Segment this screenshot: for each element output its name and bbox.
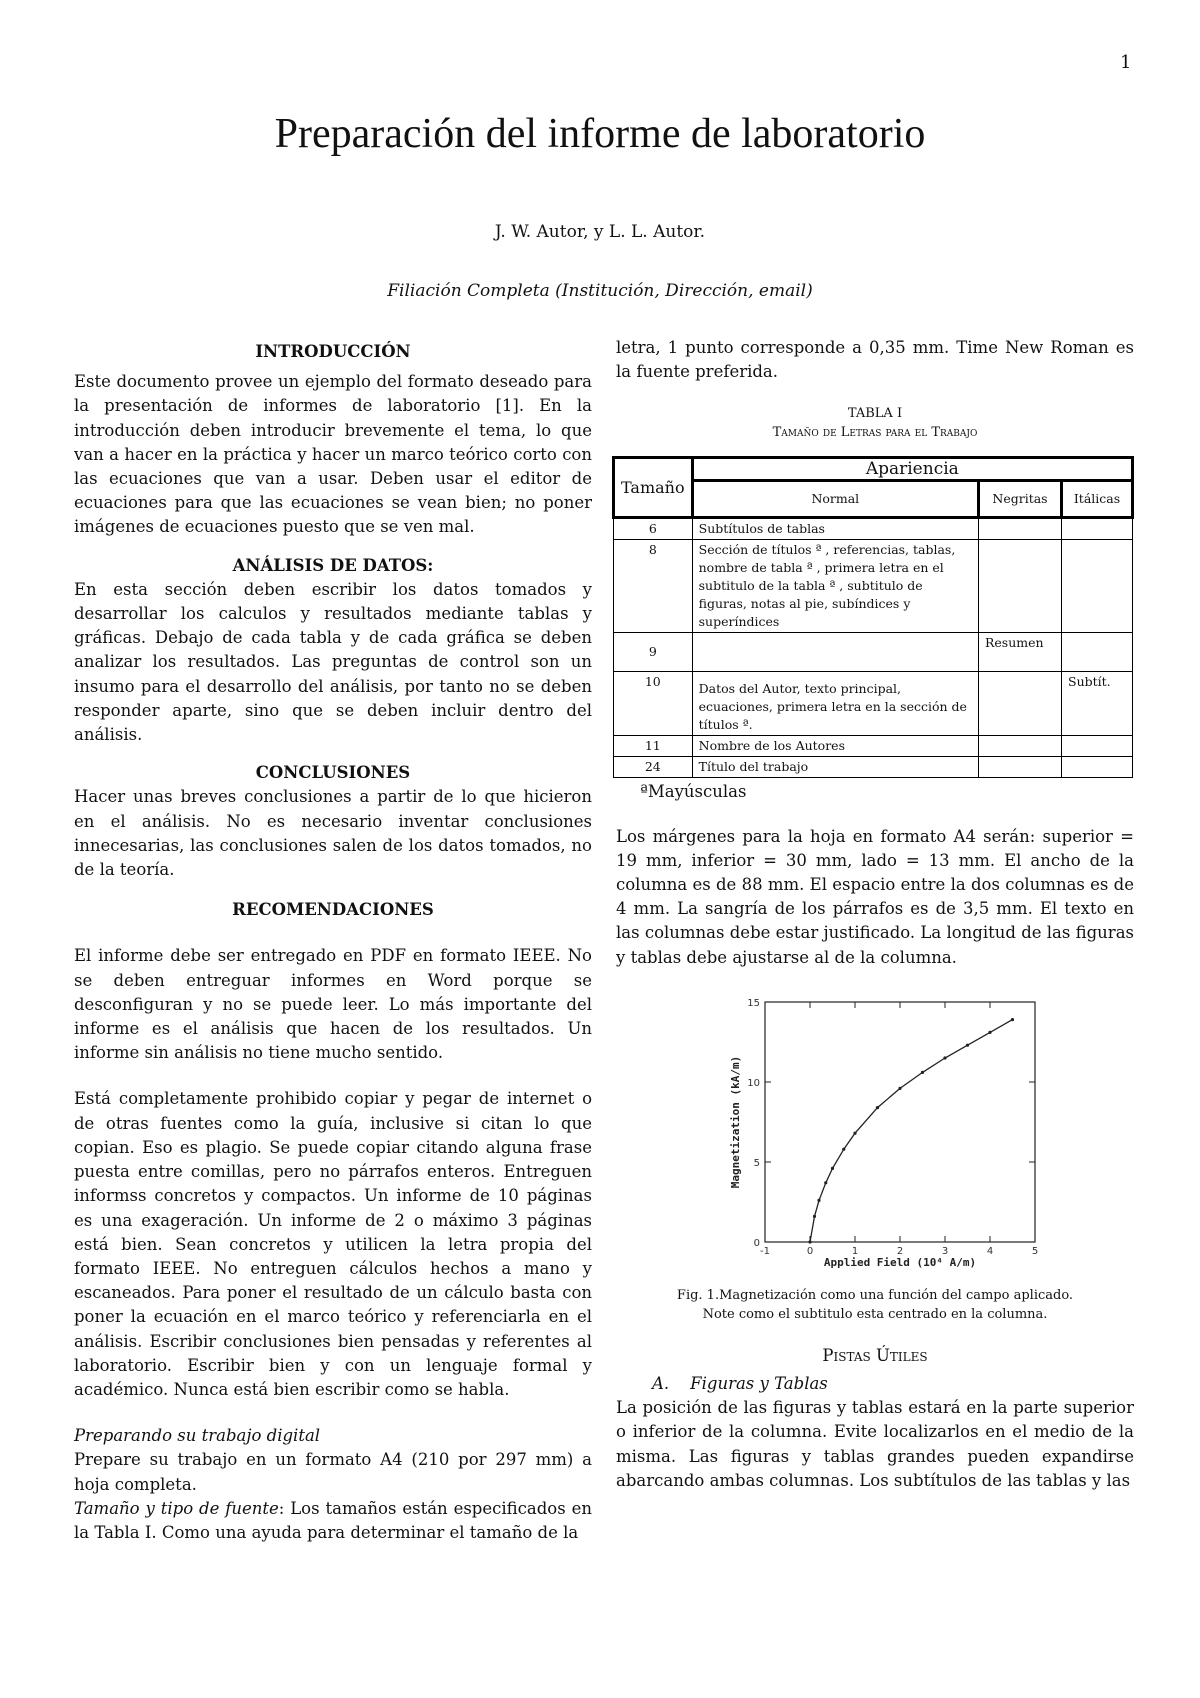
- page-number: 1: [1120, 52, 1132, 73]
- table-cell-bold: [979, 757, 1062, 778]
- figure-caption-2: Note como el subtitulo esta centrado en la columna.: [702, 1306, 1048, 1322]
- analysis-heading: ANÁLISIS DE DATOS:: [232, 555, 434, 575]
- affiliation: Filiación Completa (Institución, Dirección, email): [387, 281, 813, 301]
- table-header-italic: Itálicas: [1062, 481, 1133, 518]
- table-label: TABLA I: [847, 406, 903, 422]
- font-size-table: [612, 456, 1134, 778]
- x-axis-label: Applied Field (10⁴ A/m): [823, 1255, 977, 1269]
- data-point: [842, 1147, 845, 1150]
- y-axis-label: Magnetization (kA/m): [729, 1055, 742, 1189]
- x-tick-label: 1: [851, 1245, 859, 1257]
- subsection-a-letter: A.: [652, 1374, 670, 1394]
- data-point: [853, 1131, 856, 1134]
- digital-text: Prepare su trabajo en un formato A4 (210 por 297 mm) a hoja completa.: [74, 1450, 592, 1494]
- recommendations-heading: RECOMENDACIONES: [232, 900, 434, 920]
- magnetization-curve: [810, 1019, 1013, 1241]
- table-cell-italic: [1062, 633, 1133, 672]
- table-cell-normal: Nombre de los Autores: [692, 736, 978, 757]
- table-row: [614, 633, 1133, 672]
- table-cell-bold: [979, 518, 1062, 540]
- subsection-a: [652, 1372, 1134, 1396]
- data-point: [966, 1043, 969, 1046]
- table-cell-italic: [1062, 736, 1133, 757]
- digital-heading: Preparando su trabajo digital: [74, 1426, 321, 1446]
- table-cell-normal: Título del trabajo: [692, 757, 978, 778]
- magnetization-chart: [695, 992, 1055, 1282]
- conclusions-heading: CONCLUSIONES: [255, 763, 411, 783]
- y-tick-label: 5: [753, 1157, 760, 1169]
- y-tick-label: 0: [753, 1237, 760, 1249]
- font-text: : Los tamaños están especificados en la Tabla I. Como una ayuda para determinar el tamaño de la: [74, 1498, 592, 1542]
- intro-text: Este documento provee un ejemplo del formato deseado para la presentación de informes de laboratorio [1]. En la introducción deben introducir brevemente el tema, lo que van a hacer en la práctica y hacer un marco teórico corto con las ecuaciones que van a usar. Deben usar el editor de ecuaciones para que las ecuaciones se vean bien; no poner imágenes de ecuaciones puesto que se ven mal.: [74, 372, 592, 537]
- margins-text: Los márgenes para la hoja en formato A4 serán: superior = 19 mm, inferior = 30 mm, lado = 13 mm. El ancho de la columna es de 88 mm. El espacio entre la dos columnas es de 4 mm. La sangría de los párrafos es de 3,5 mm. El texto en las columnas debe estar justificado. La longitud de las figuras y tablas debe ajustarse al de la columna.: [616, 826, 1134, 967]
- table-cell-bold: [979, 672, 1062, 736]
- data-point: [813, 1215, 816, 1218]
- chart-frame: [765, 1002, 1035, 1242]
- table-cell-normal: Subtítulos de tablas: [692, 518, 978, 540]
- y-tick-label: 15: [747, 997, 760, 1009]
- x-tick-label: 2: [896, 1245, 904, 1257]
- table-cell-normal: Sección de títulos ª , referencias, tablas, nombre de tabla ª , primera letra en el subtitulo de la tabla ª , subtitulo de figuras, notas al pie, subíndices y superíndices: [692, 540, 978, 633]
- table-cell-size: 6: [614, 518, 693, 540]
- table-cell-italic: Subtít.: [1062, 672, 1133, 736]
- table-cell-size: 24: [614, 757, 693, 778]
- figure-caption-1: Fig. 1.Magnetización como una función del campo aplicado.: [676, 1287, 1074, 1303]
- table-row: [614, 540, 1133, 633]
- table-cell-size: 9: [614, 633, 693, 672]
- authors: J. W. Autor, y L. L. Autor.: [494, 222, 706, 242]
- table-header-size: Tamaño: [614, 458, 693, 518]
- table-row: [614, 518, 1133, 540]
- data-point: [921, 1071, 924, 1074]
- table-cell-size: 11: [614, 736, 693, 757]
- font-label: Tamaño y tipo de fuente: [74, 1498, 279, 1518]
- table-cell-bold: [979, 540, 1062, 633]
- table-cell-size: 8: [614, 540, 693, 633]
- data-point: [898, 1087, 901, 1090]
- data-point: [831, 1167, 834, 1170]
- table-cell-bold: [979, 736, 1062, 757]
- recommendations-paragraph-1: El informe debe ser entregado en PDF en formato IEEE. No se deben entreguar informes en Word porque se desconfiguran y no se puede leer. Lo más importante del informe es el análisis que hacen de los resultados. Un informe sin análisis no tiene mucho sentido.: [74, 946, 592, 1063]
- right-column: [616, 336, 1134, 1493]
- table-cell-size: 10: [614, 672, 693, 736]
- intro-heading: INTRODUCCIÓN: [255, 342, 411, 361]
- analysis-text: En esta sección deben escribir los datos tomados y desarrollar los calculos y resultados mediante tablas y gráficas. Debajo de cada tabla y de cada gráfica se deben analizar los resultados. Las preguntas de control son un insumo para el desarrollo del análisis, por tanto no se deben responder aparte, sino que se deben incluir dentro del análisis.: [74, 579, 592, 745]
- table-cell-normal: [692, 633, 978, 672]
- data-point: [817, 1199, 820, 1202]
- table-cell-italic: [1062, 518, 1133, 540]
- table-cell-bold: Resumen: [979, 633, 1062, 672]
- recommendations-paragraph-2: Está completamente prohibido copiar y pegar de internet o de otras fuentes como la guía, inclusive si citan lo que copian. Eso es plagio. Se puede copiar citando alguna frase puesta entre comillas, pero no párrafos enteros. Entreguen informss concretos y compactos. Un informe de 10 páginas es una exageración. Un informe de 2 o máximo 3 páginas está bien. Sean concretos y utilicen la letra propia del formato IEEE. No entreguen cálculos hechos a mano y escaneados. Para poner el resultado de un cálculo basta con poner la ecuación en el marco teórico y referenciarla en el análisis. Escribir conclusiones bien pensadas y referentes al laboratorio. Escribir bien y con un lenguaje formal y académico. Nunca está bien escribir como se habla.: [74, 1089, 592, 1399]
- tips-heading: Pistas Útiles: [822, 1345, 928, 1365]
- data-point: [824, 1181, 827, 1184]
- figures-text: La posición de las figuras y tablas estará en la parte superior o inferior de la columna. Evite localizarlos en el medio de la misma. Las figuras y tablas grandes pueden expandirse abarcando ambas columnas. Los subtítulos de las tablas y las: [616, 1398, 1134, 1490]
- data-point: [808, 1240, 811, 1243]
- left-column: [74, 340, 592, 1545]
- x-tick-label: 0: [806, 1245, 814, 1257]
- table-row: [614, 736, 1133, 757]
- table-cell-normal: Datos del Autor, texto principal, ecuaciones, primera letra en la sección de títulos ª.: [692, 672, 978, 736]
- data-point: [1011, 1018, 1014, 1021]
- table-row: [614, 672, 1133, 736]
- x-tick-label: 3: [941, 1245, 949, 1257]
- table-header-bold: Negritas: [979, 481, 1062, 518]
- table-row: [614, 757, 1133, 778]
- x-tick-label: 4: [986, 1245, 994, 1257]
- data-point: [876, 1106, 879, 1109]
- table-header-appearance: Apariencia: [692, 458, 1132, 481]
- data-point: [988, 1031, 991, 1034]
- continuation-text: letra, 1 punto corresponde a 0,35 mm. Time New Roman es la fuente preferida.: [616, 338, 1134, 382]
- x-tick-label: 5: [1031, 1245, 1039, 1257]
- magnetization-figure: [695, 992, 1055, 1282]
- table-header-normal: Normal: [692, 481, 978, 518]
- data-point: [943, 1056, 946, 1059]
- subsection-a-title: Figuras y Tablas: [690, 1374, 828, 1394]
- page-title: Preparación del informe de laboratorio: [274, 111, 926, 157]
- table-footnote: ªMayúsculas: [640, 782, 747, 802]
- y-tick-label: 10: [747, 1077, 760, 1089]
- conclusions-text: Hacer unas breves conclusiones a partir de lo que hicieron en el análisis. No es necesario inventar conclusiones innecesarias, las conclusiones salen de los datos tomados, no de la teoría.: [74, 787, 592, 880]
- font-paragraph: [74, 1497, 592, 1545]
- x-tick-label: -1: [760, 1245, 770, 1257]
- table-cell-italic: [1062, 757, 1133, 778]
- table-cell-italic: [1062, 540, 1133, 633]
- table-title: Tamaño de Letras para el Trabajo: [772, 425, 978, 441]
